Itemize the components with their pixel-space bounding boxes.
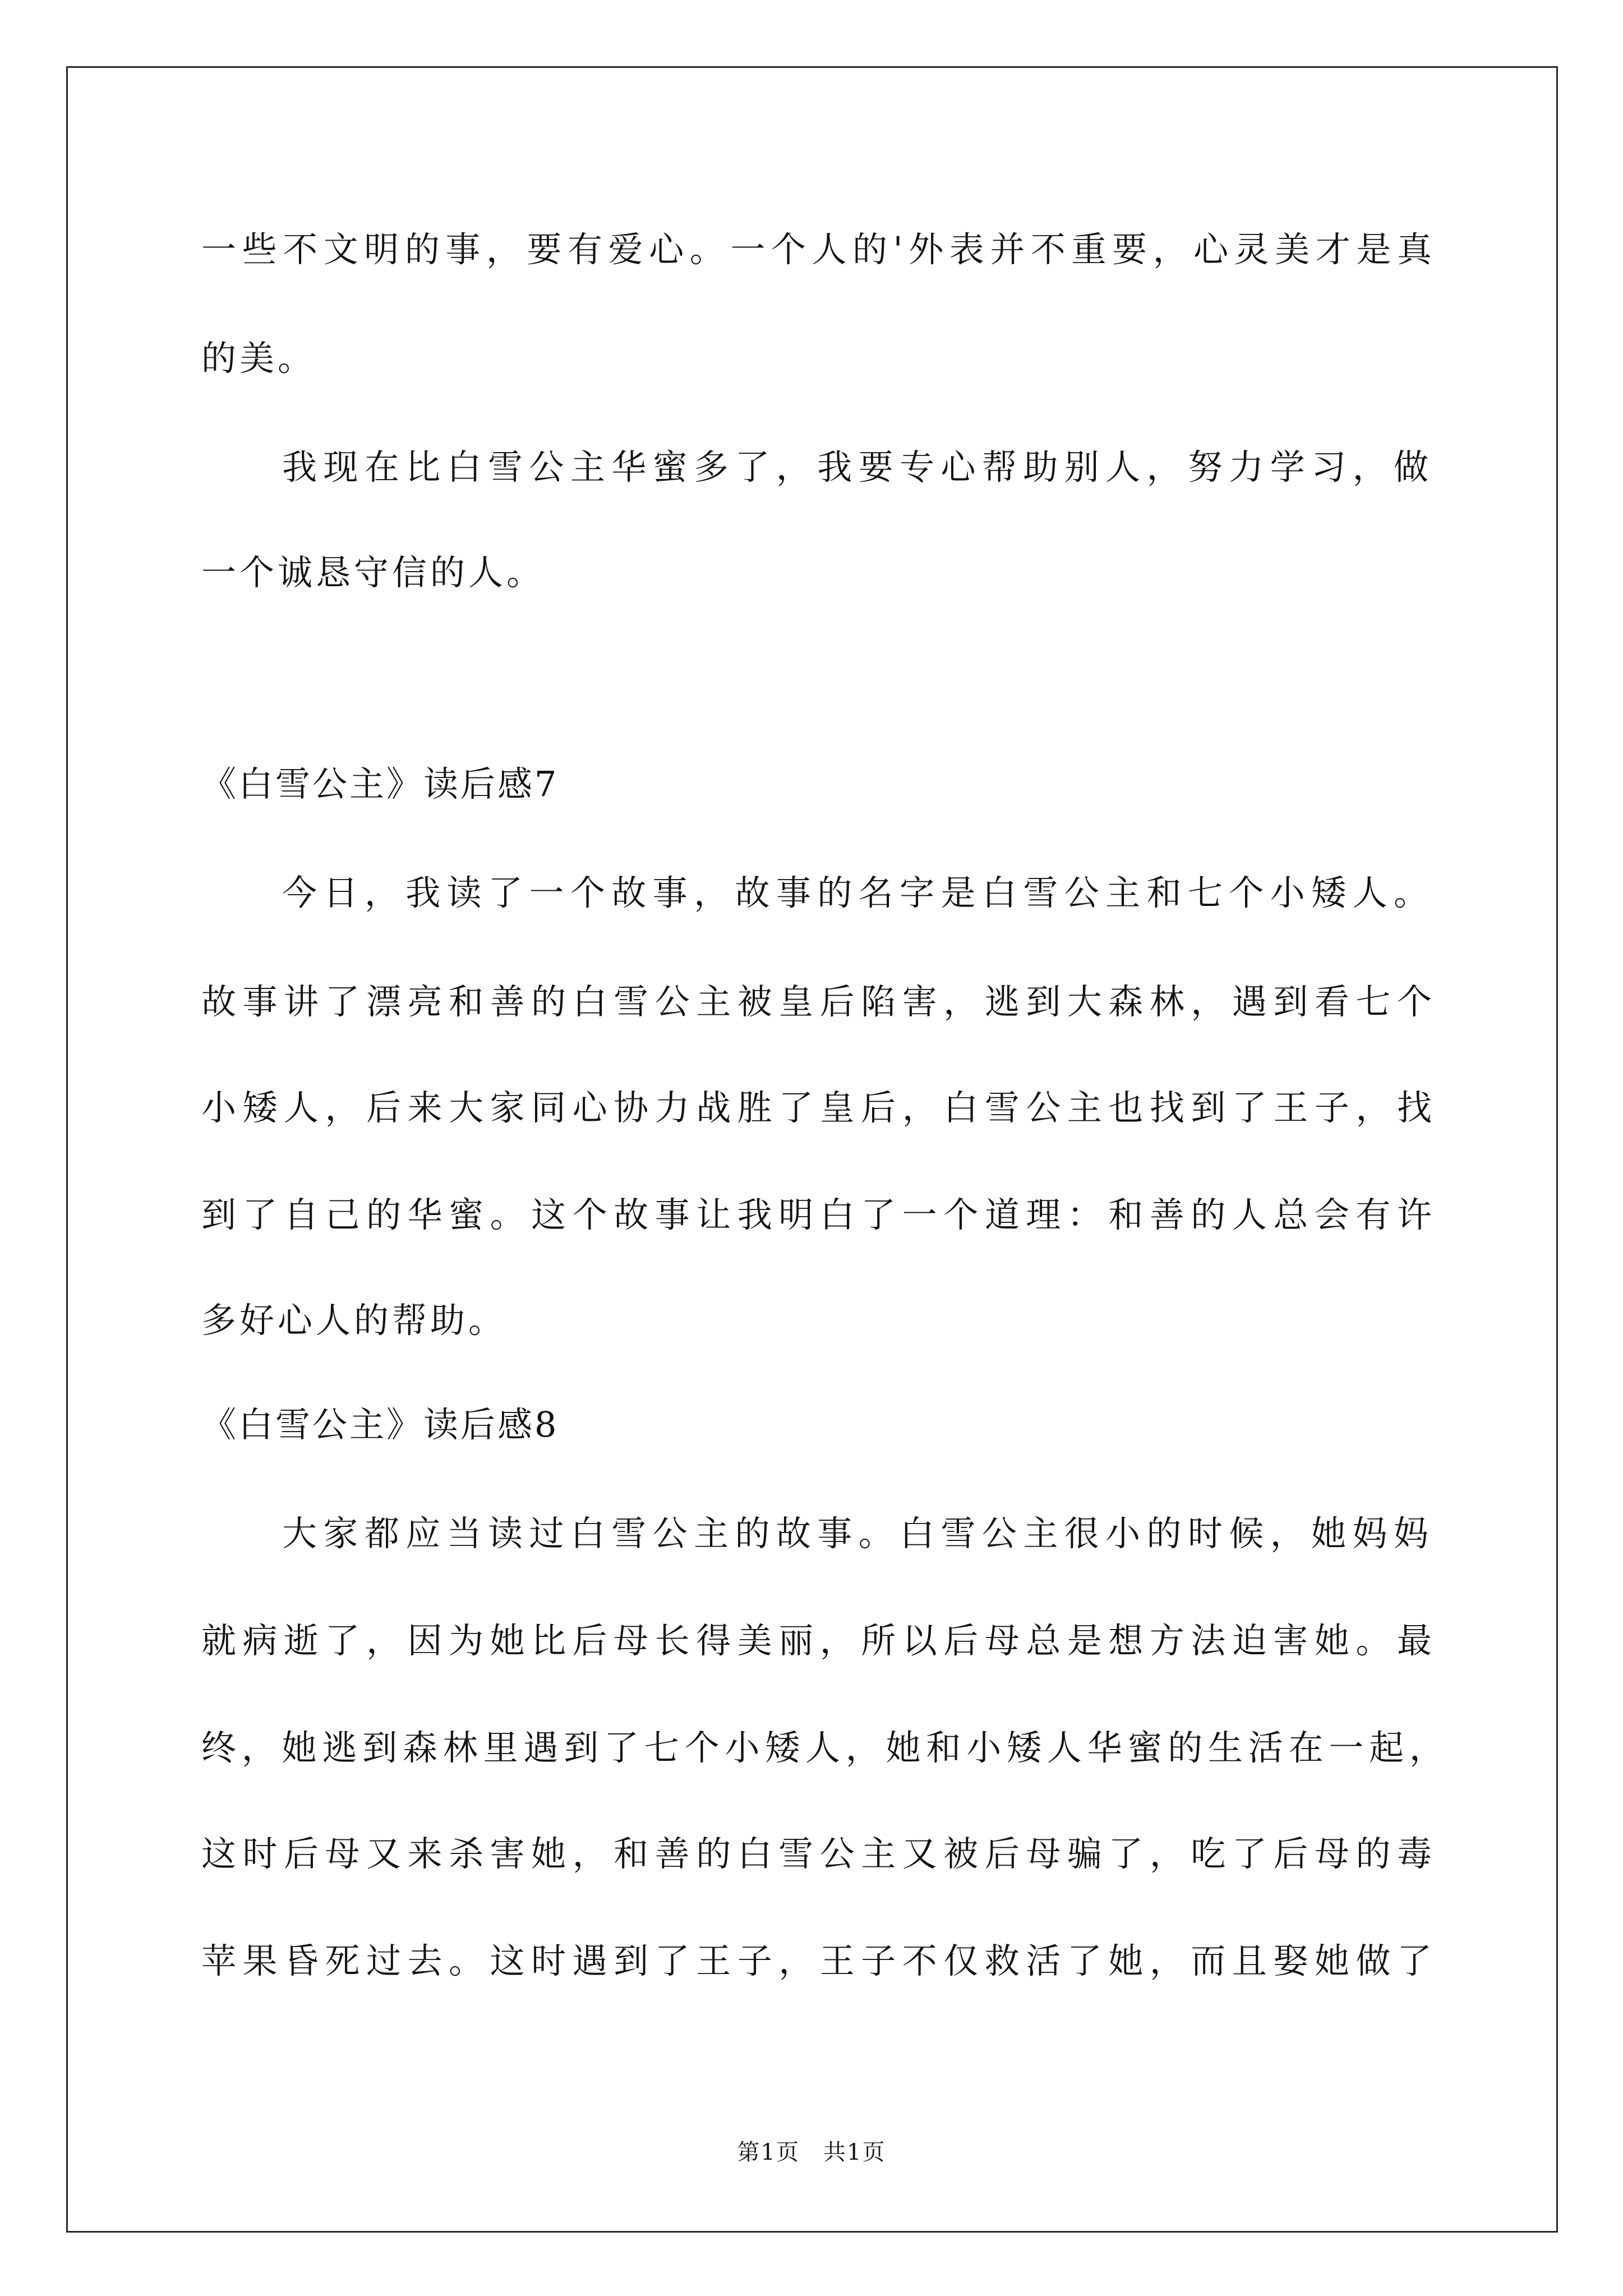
page-number-footer: 第1页 共1页 bbox=[737, 2139, 886, 2165]
body-text-line: 到了自己的华蜜。这个故事让我明白了一个道理：和善的人总会有许 bbox=[201, 1194, 1435, 1235]
page-border bbox=[66, 66, 1558, 2233]
paragraph-first-line: 大家都应当读过白雪公主的故事。白雪公主很小的时候，她妈妈 bbox=[282, 1513, 1432, 1554]
body-text-line: 一个诚恳守信的人。 bbox=[201, 552, 545, 593]
section-heading: 《白雪公主》读后感7 bbox=[201, 763, 559, 804]
body-text-line: 的美。 bbox=[201, 338, 316, 379]
paragraph-first-line: 今日，我读了一个故事，故事的名字是白雪公主和七个小矮人。 bbox=[282, 872, 1432, 913]
body-text-line: 多好心人的帮助。 bbox=[201, 1300, 507, 1341]
body-text-line: 故事讲了漂亮和善的白雪公主被皇后陷害，逃到大森林，遇到看七个 bbox=[201, 981, 1435, 1022]
section-heading: 《白雪公主》读后感8 bbox=[201, 1404, 559, 1445]
body-text-line: 就病逝了，因为她比后母长得美丽，所以后母总是想方法迫害她。最 bbox=[201, 1620, 1435, 1661]
body-text-line: 这时后母又来杀害她，和善的白雪公主又被后母骗了，吃了后母的毒 bbox=[201, 1833, 1435, 1874]
body-text-line: 一些不文明的事，要有爱心。一个人的'外表并不重要，心灵美才是真 bbox=[201, 229, 1435, 270]
body-text-line: 终，她逃到森林里遇到了七个小矮人，她和小矮人华蜜的生活在一起， bbox=[201, 1727, 1447, 1768]
body-text-line: 苹果昏死过去。这时遇到了王子，王子不仅救活了她，而且娶她做了 bbox=[201, 1940, 1435, 1981]
body-text-line: 小矮人，后来大家同心协力战胜了皇后，白雪公主也找到了王子，找 bbox=[201, 1087, 1435, 1128]
paragraph-first-line: 我现在比白雪公主华蜜多了，我要专心帮助别人，努力学习，做 bbox=[282, 447, 1432, 487]
